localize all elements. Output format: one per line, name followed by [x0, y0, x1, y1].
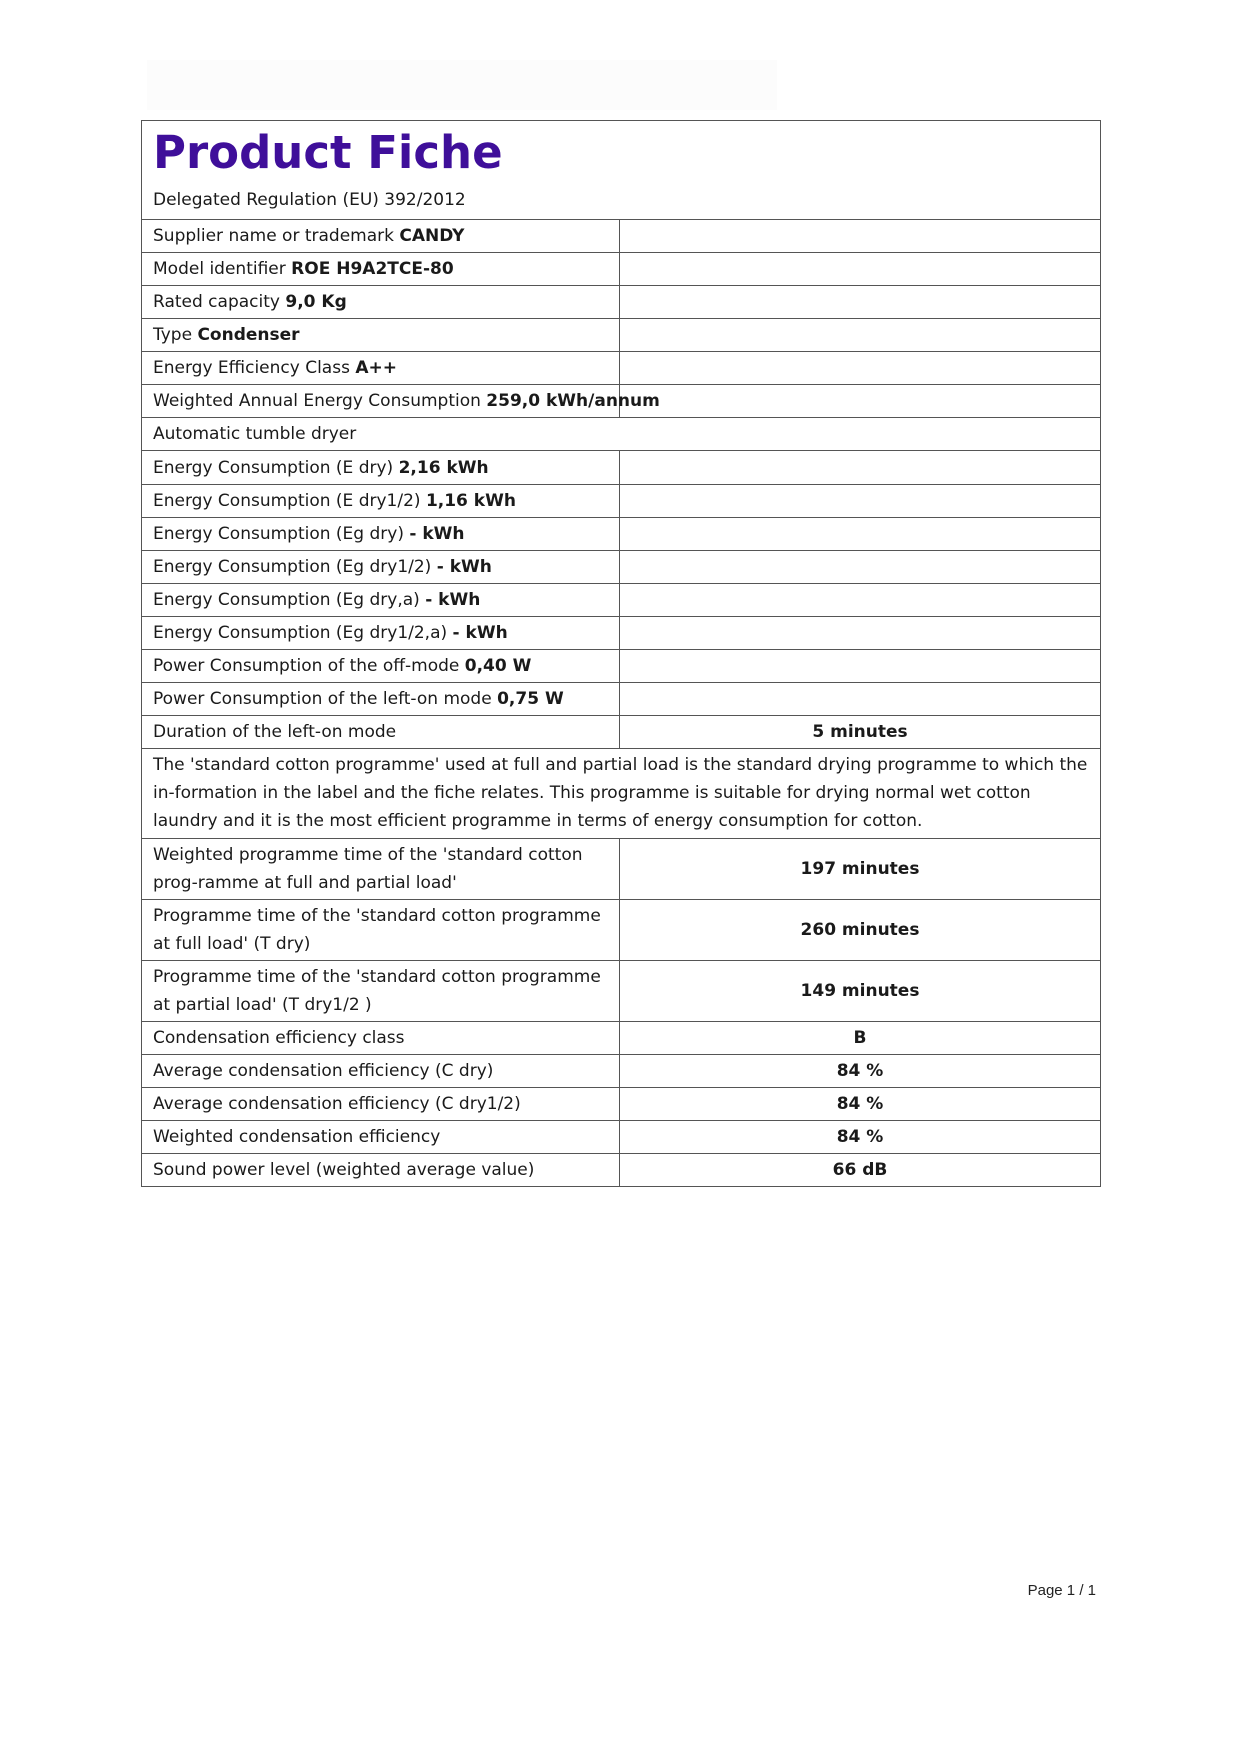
row-value: 260 minutes	[800, 920, 920, 940]
table-row	[142, 1055, 1100, 1088]
table-row	[142, 1022, 1100, 1055]
row-label: Weighted programme time of the 'standard cotton prog-ramme at full and partial load'	[142, 839, 620, 899]
row-value: - kWh	[436, 557, 492, 577]
row-label: Energy Consumption (E dry1/2)	[153, 491, 421, 511]
row-label: Energy Consumption (E dry)	[153, 457, 394, 478]
table-row	[142, 551, 1100, 584]
row-label: Average condensation efficiency (C dry)	[142, 1055, 620, 1087]
row-value: ROE H9A2TCE-80	[291, 259, 454, 279]
row-label: Energy Consumption (Eg dry,a)	[153, 590, 420, 610]
row-value: 2,16 kWh	[398, 457, 489, 478]
table-row	[142, 319, 1100, 352]
row-label: Programme time of the 'standard cotton programme at partial load' (T dry1/2 )	[142, 961, 620, 1021]
table-row	[142, 1121, 1100, 1154]
row-value: 5 minutes	[812, 722, 908, 742]
table-row	[142, 385, 1100, 418]
table-row	[142, 1088, 1100, 1121]
table-row	[142, 617, 1100, 650]
row-value: CANDY	[399, 226, 465, 246]
table-row	[142, 1154, 1100, 1187]
row-label: Programme time of the 'standard cotton programme at full load' (T dry)	[142, 900, 620, 960]
table-row	[142, 286, 1100, 319]
table-row	[142, 451, 1100, 485]
row-value: 1,16 kWh	[425, 491, 516, 511]
table-row	[142, 584, 1100, 617]
row-label: Energy Efficiency Class	[153, 358, 350, 378]
table-row	[142, 716, 1100, 749]
table-row	[142, 418, 1100, 451]
product-fiche-table	[141, 120, 1101, 1187]
regulation-subtitle: Delegated Regulation (EU) 392/2012	[153, 190, 466, 210]
row-label: Power Consumption of the off-mode	[153, 656, 460, 676]
table-row	[142, 518, 1100, 551]
row-label: Energy Consumption (Eg dry)	[153, 524, 404, 544]
row-value: 149 minutes	[800, 981, 920, 1001]
row-value: 197 minutes	[800, 859, 920, 879]
row-value: A++	[355, 358, 397, 378]
row-label: Rated capacity	[153, 292, 280, 312]
row-label: Model identifier	[153, 259, 286, 279]
standard-programme-note: The 'standard cotton programme' used at full and partial load is the standard drying programme to which the in-formation in the label and the fiche relates. This programme is suitable for drying normal wet cotton laundry and it is the most efficient programme in terms of energy consumption for cotton.	[142, 749, 1100, 839]
row-label: Weighted condensation efficiency	[142, 1121, 620, 1153]
fiche-header	[142, 121, 1100, 220]
page-title: Product Fiche	[153, 126, 503, 179]
row-label: Condensation efficiency class	[142, 1022, 620, 1054]
row-value: B	[853, 1028, 867, 1048]
row-value: 84 %	[836, 1094, 884, 1114]
table-row	[142, 650, 1100, 683]
row-label: Type	[153, 325, 193, 345]
table-row	[142, 253, 1100, 286]
row-value: 66 dB	[832, 1160, 888, 1180]
row-value: 259,0 kWh/annum	[486, 391, 660, 411]
row-label: Average condensation efficiency (C dry1/2)	[142, 1088, 620, 1120]
page-number: Page 1 / 1	[1027, 1582, 1096, 1599]
row-value: 84 %	[836, 1127, 884, 1147]
table-row	[142, 683, 1100, 716]
table-row	[142, 839, 1100, 900]
row-value: - kWh	[452, 623, 508, 643]
row-value: - kWh	[425, 590, 481, 610]
table-row	[142, 900, 1100, 961]
row-label: Automatic tumble dryer	[153, 424, 357, 444]
table-row	[142, 961, 1100, 1022]
row-label: Duration of the left-on mode	[142, 716, 620, 748]
row-value: 84 %	[836, 1061, 884, 1081]
row-label: Power Consumption of the left-on mode	[153, 689, 492, 709]
table-row	[142, 352, 1100, 385]
row-value: Condenser	[197, 325, 300, 345]
row-value: - kWh	[409, 524, 465, 544]
row-label: Energy Consumption (Eg dry1/2,a)	[153, 623, 448, 643]
row-label: Energy Consumption (Eg dry1/2)	[153, 557, 432, 577]
row-label: Weighted Annual Energy Consumption	[153, 391, 481, 411]
row-value: 0,40 W	[464, 656, 532, 676]
row-label: Sound power level (weighted average value)	[142, 1154, 620, 1186]
table-row	[142, 220, 1100, 253]
row-value: 0,75 W	[497, 689, 564, 709]
table-row	[142, 485, 1100, 518]
row-label: Supplier name or trademark	[153, 226, 394, 246]
row-value: 9,0 Kg	[285, 292, 347, 312]
faint-header-area	[147, 60, 777, 110]
